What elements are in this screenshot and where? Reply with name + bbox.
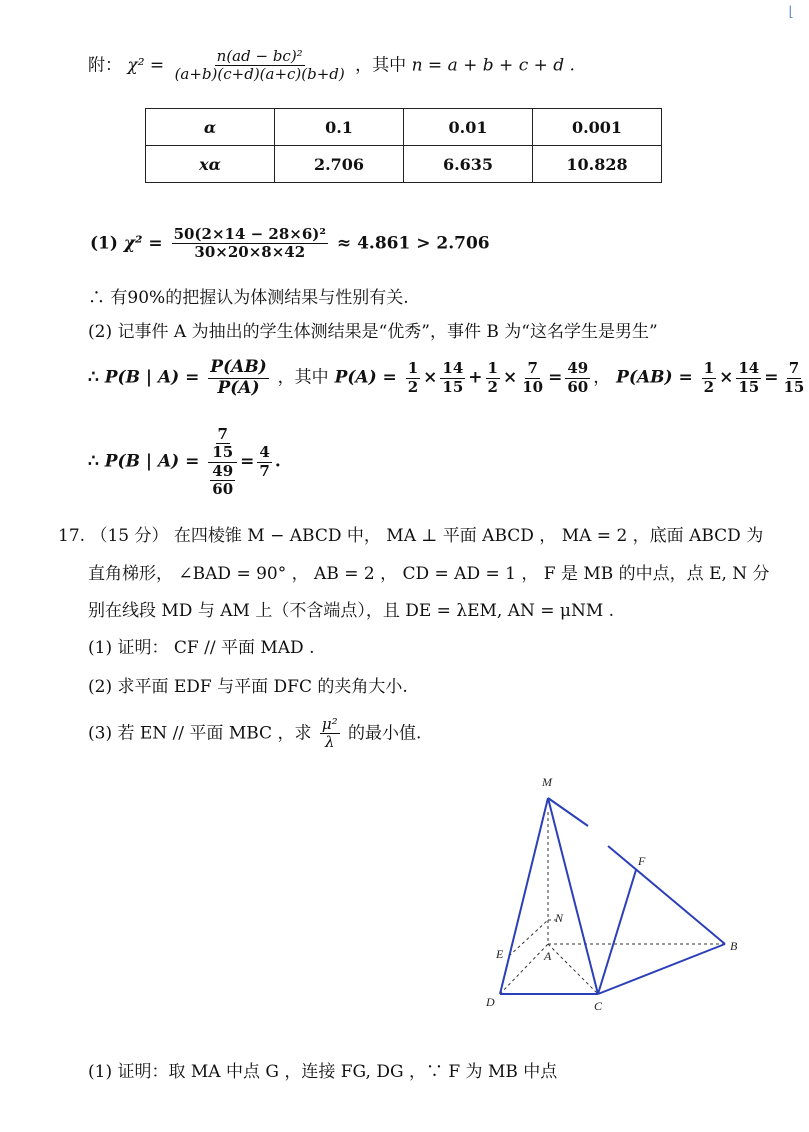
numerator: μ²: [321, 715, 338, 733]
table-cell: 0.001: [533, 109, 662, 146]
problem17-line3: 别在线段 MD 与 AM 上（不含端点），且 DE = λEM, AN = μNM .: [88, 601, 615, 621]
part2-final-line: [88, 426, 281, 498]
label-b: B: [730, 939, 738, 953]
label-d: D: [486, 995, 495, 1009]
chi-square-symbol: χ² =: [127, 55, 165, 76]
part1-computation: [90, 226, 490, 262]
fraction-14-15: [440, 360, 465, 396]
table-cell: 6.635: [404, 146, 533, 183]
problem17-q3: [88, 716, 421, 752]
edge-ac: [548, 944, 598, 994]
fraction-7-10: [520, 360, 545, 396]
problem17-line1: [58, 526, 763, 546]
denominator: 10: [522, 377, 544, 396]
part1-result: ≈ 4.861 > 2.706: [336, 233, 490, 254]
chi-square-symbol: χ² =: [123, 233, 163, 254]
fraction-half: [486, 360, 500, 396]
fraction-14-15: [736, 360, 761, 396]
compound-fraction: [208, 426, 237, 498]
critical-value-table: [145, 108, 662, 183]
denominator: 15: [212, 443, 234, 462]
denominator: 15: [783, 377, 805, 396]
table-cell: 0.1: [275, 109, 404, 146]
pba-label: P(B | A) =: [104, 367, 200, 388]
part1-denominator: 30×20×8×42: [194, 243, 306, 262]
mu-over-lambda: [320, 716, 340, 752]
table-header-x-alpha: xα: [146, 146, 275, 183]
numerator: 1: [487, 359, 498, 378]
pab-eq: P(AB) =: [616, 367, 693, 388]
denominator: 15: [442, 377, 464, 396]
equals-sign: =: [548, 367, 563, 388]
edge-ad: [500, 944, 548, 994]
equals-sign: =: [764, 367, 779, 388]
part1-numerator: 50(2×14 − 28×6)²: [173, 225, 326, 243]
hidden-edges: [500, 812, 725, 994]
pab-numerator: P(AB): [210, 357, 267, 377]
fraction-half: [702, 360, 716, 396]
numerator: 14: [442, 359, 464, 378]
denominator: 60: [567, 377, 589, 396]
table-cell: 0.01: [404, 109, 533, 146]
numerator: 7: [527, 359, 538, 378]
problem17-q1: (1) 证明： CF // 平面 MAD .: [88, 638, 315, 658]
problem-statement-1: 在四棱锥 M − ABCD 中， MA ⊥ 平面 ABCD ， MA = 2 ，底面 ABCD 为: [173, 526, 764, 546]
problem17-line2: 直角梯形， ∠BAD = 90° ， AB = 2 ， CD = AD = 1 ， F 是 MB 的中点，点 E, N 分: [88, 564, 770, 584]
problem-number: 17.: [58, 526, 86, 546]
equals-sign: =: [240, 451, 255, 472]
fraction-49-60: [565, 360, 590, 396]
q3-prefix: (3) 若 EN // 平面 MBC ，求: [88, 723, 312, 744]
edge-mc: [548, 798, 598, 994]
n-definition: n = a + b + c + d .: [411, 55, 575, 76]
conditional-fraction: [208, 358, 268, 398]
label-e: E: [496, 947, 504, 961]
table-header-alpha: α: [146, 109, 275, 146]
fraction-7-15: [210, 426, 235, 462]
edge-cf: [598, 870, 636, 994]
part1-label: (1): [90, 233, 118, 254]
problem-score: （15 分）: [90, 526, 169, 546]
q3-suffix: 的最小值.: [348, 723, 422, 744]
numerator: 4: [259, 443, 270, 462]
times-sign: ×: [502, 367, 518, 388]
numerator: 1: [703, 359, 715, 378]
numerator: 14: [738, 359, 760, 378]
therefore-symbol: ∴: [88, 367, 99, 388]
label-c: C: [594, 999, 603, 1013]
denominator: 7: [259, 461, 270, 480]
times-sign: ×: [423, 367, 438, 388]
label-a: A: [544, 949, 552, 963]
chi-square-fraction: [173, 48, 347, 84]
appendix-formula: [88, 48, 575, 84]
fraction-half: [406, 360, 420, 396]
table-cell: 10.828: [533, 146, 662, 183]
pyramid-figure: [480, 770, 760, 1040]
part2-probability-line: [88, 358, 809, 398]
times-sign: ×: [719, 367, 734, 388]
denominator: λ: [325, 733, 335, 752]
table-row: [146, 146, 662, 183]
visible-edges: [500, 798, 725, 994]
denominator: 2: [487, 377, 498, 396]
where-text: ，其中: [277, 367, 329, 388]
numerator: 7: [788, 359, 800, 378]
numerator: 49: [567, 359, 589, 378]
pa-denominator: P(A): [217, 377, 260, 398]
denominator: 2: [703, 377, 715, 396]
plus-sign: +: [468, 367, 483, 388]
numerator: 1: [407, 359, 419, 378]
numerator: 7: [217, 425, 228, 443]
chi-square-denominator: (a+b)(c+d)(a+c)(b+d): [174, 65, 345, 84]
chi-square-numerator: n(ad − bc)²: [216, 47, 303, 65]
problem17-q2: (2) 求平面 EDF 与平面 DFC 的夹角大小.: [88, 677, 408, 697]
label-m: M: [542, 775, 552, 789]
appendix-label: 附：: [88, 55, 122, 76]
edge-cb: [598, 944, 725, 994]
compound-denominator: [208, 463, 237, 499]
fraction-7-15: [781, 360, 806, 396]
fraction-4-7: [257, 444, 271, 480]
page-corner-mark: ⌊: [788, 4, 794, 20]
edge-md: [500, 798, 548, 994]
table-cell: 2.706: [275, 146, 404, 183]
therefore-symbol: ∴: [88, 451, 99, 472]
denominator: 15: [738, 377, 760, 396]
label-n: N: [555, 911, 564, 925]
denominator: 2: [407, 377, 419, 396]
period: .: [274, 451, 281, 472]
pba-label: P(B | A) =: [104, 451, 200, 472]
part1-conclusion: ∴ 有90%的把握认为体测结果与性别有关.: [88, 288, 409, 308]
part2-intro: (2) 记事件 A 为抽出的学生体测结果是“优秀”，事件 B 为“这名学生是男生”: [88, 322, 658, 342]
numerator: 49: [212, 461, 234, 480]
pa-eq: P(A) =: [334, 367, 397, 388]
comma: ，: [593, 367, 611, 388]
fraction-49-60: [210, 463, 235, 499]
denominator: 60: [212, 479, 234, 498]
table-row: [146, 109, 662, 146]
where-text: ，其中: [355, 55, 407, 76]
part1-fraction: [172, 226, 328, 262]
edge-fb: [608, 846, 725, 944]
label-f: F: [638, 854, 646, 868]
proof-line: (1) 证明：取 MA 中点 G ，连接 FG, DG ，∵ F 为 MB 中点: [88, 1062, 558, 1082]
compound-numerator: [208, 426, 237, 463]
